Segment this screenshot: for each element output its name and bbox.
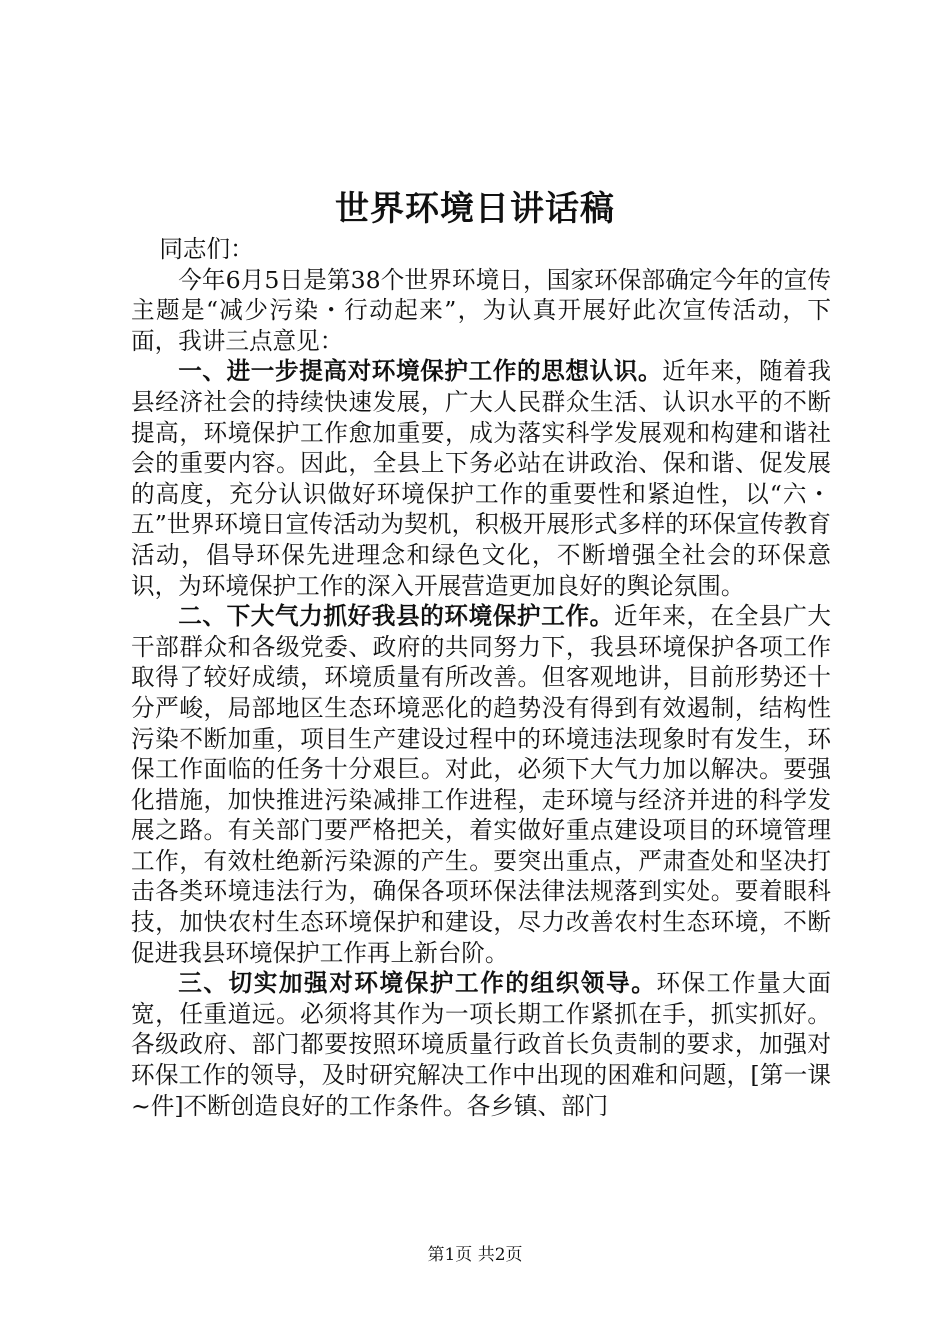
section-heading-2: 二、下大气力抓好我县的环境保护工作。 (178, 602, 614, 631)
section-heading-1: 一、进一步提高对环境保护工作的思想认识。 (178, 357, 663, 386)
section-text-3: 环保工作量大面宽，任重道远。必须将其作为一项长期工作紧抓在手，抓实抓好。各级政府、部门都要按照环境质量行政首长负责制的要求，加强对环保工作的领导，及时研究解决工作中出现的困难和问题，[第一课~件]不断创造良好的工作条件。各乡镇、部门 (131, 969, 832, 1120)
section-heading-3: 三、切实加强对环境保护工作的组织领导。 (178, 969, 657, 998)
intro-paragraph: 今年6月5日是第38个世界环境日，国家环保部确定今年的宣传主题是“减少污染・行动起来”，为认真开展好此次宣传活动，下面，我讲三点意见： (131, 265, 831, 355)
section-paragraph-2 (131, 601, 831, 968)
section-paragraph-1 (131, 356, 831, 601)
section-text-1: 近年来，随着我县经济社会的持续快速发展，广大人民群众生活、认识水平的不断提高，环境保护工作愈加重要，成为落实科学发展观和构建和谐社会的重要内容。因此，全县上下务必站在讲政治、保和谐、促发展的高度，充分认识做好环境保护工作的重要性和紧迫性，以“六・五”世界环境日宣传活动为契机，积极开展形式多样的环保宣传教育活动，倡导环保先进理念和绿色文化，不断增强全社会的环保意识，为环境保护工作的深入开展营造更加良好的舆论氛围。 (131, 357, 832, 600)
section-paragraph-3 (131, 968, 831, 1121)
salutation: 同志们： (159, 235, 254, 263)
page-footer: 第1页 共2页 (427, 1245, 523, 1265)
section-text-2: 近年来，在全县广大干部群众和各级党委、政府的共同努力下，我县环境保护各项工作取得了较好成绩，环境质量有所改善。但客观地讲，目前形势还十分严峻，局部地区生态环境恶化的趋势没有得到有效遏制，结构性污染不断加重，项目生产建设过程中的环境违法现象时有发生，环保工作面临的任务十分艰巨。对此，必须下大气力加以解决。要强化措施，加快推进污染减排工作进程，走环境与经济并进的科学发展之路。有关部门要严格把关，着实做好重点建设项目的环境管理工作，有效杜绝新污染源的产生。要突出重点，严肃查处和坚决打击各类环境违法行为，确保各项环保法律法规落到实处。要着眼科技，加快农村生态环境保护和建设，尽力改善农村生态环境，不断促进我县环境保护工作再上新台阶。 (131, 602, 832, 967)
document-body (131, 234, 831, 1121)
document-title: 世界环境日讲话稿 (335, 189, 615, 229)
